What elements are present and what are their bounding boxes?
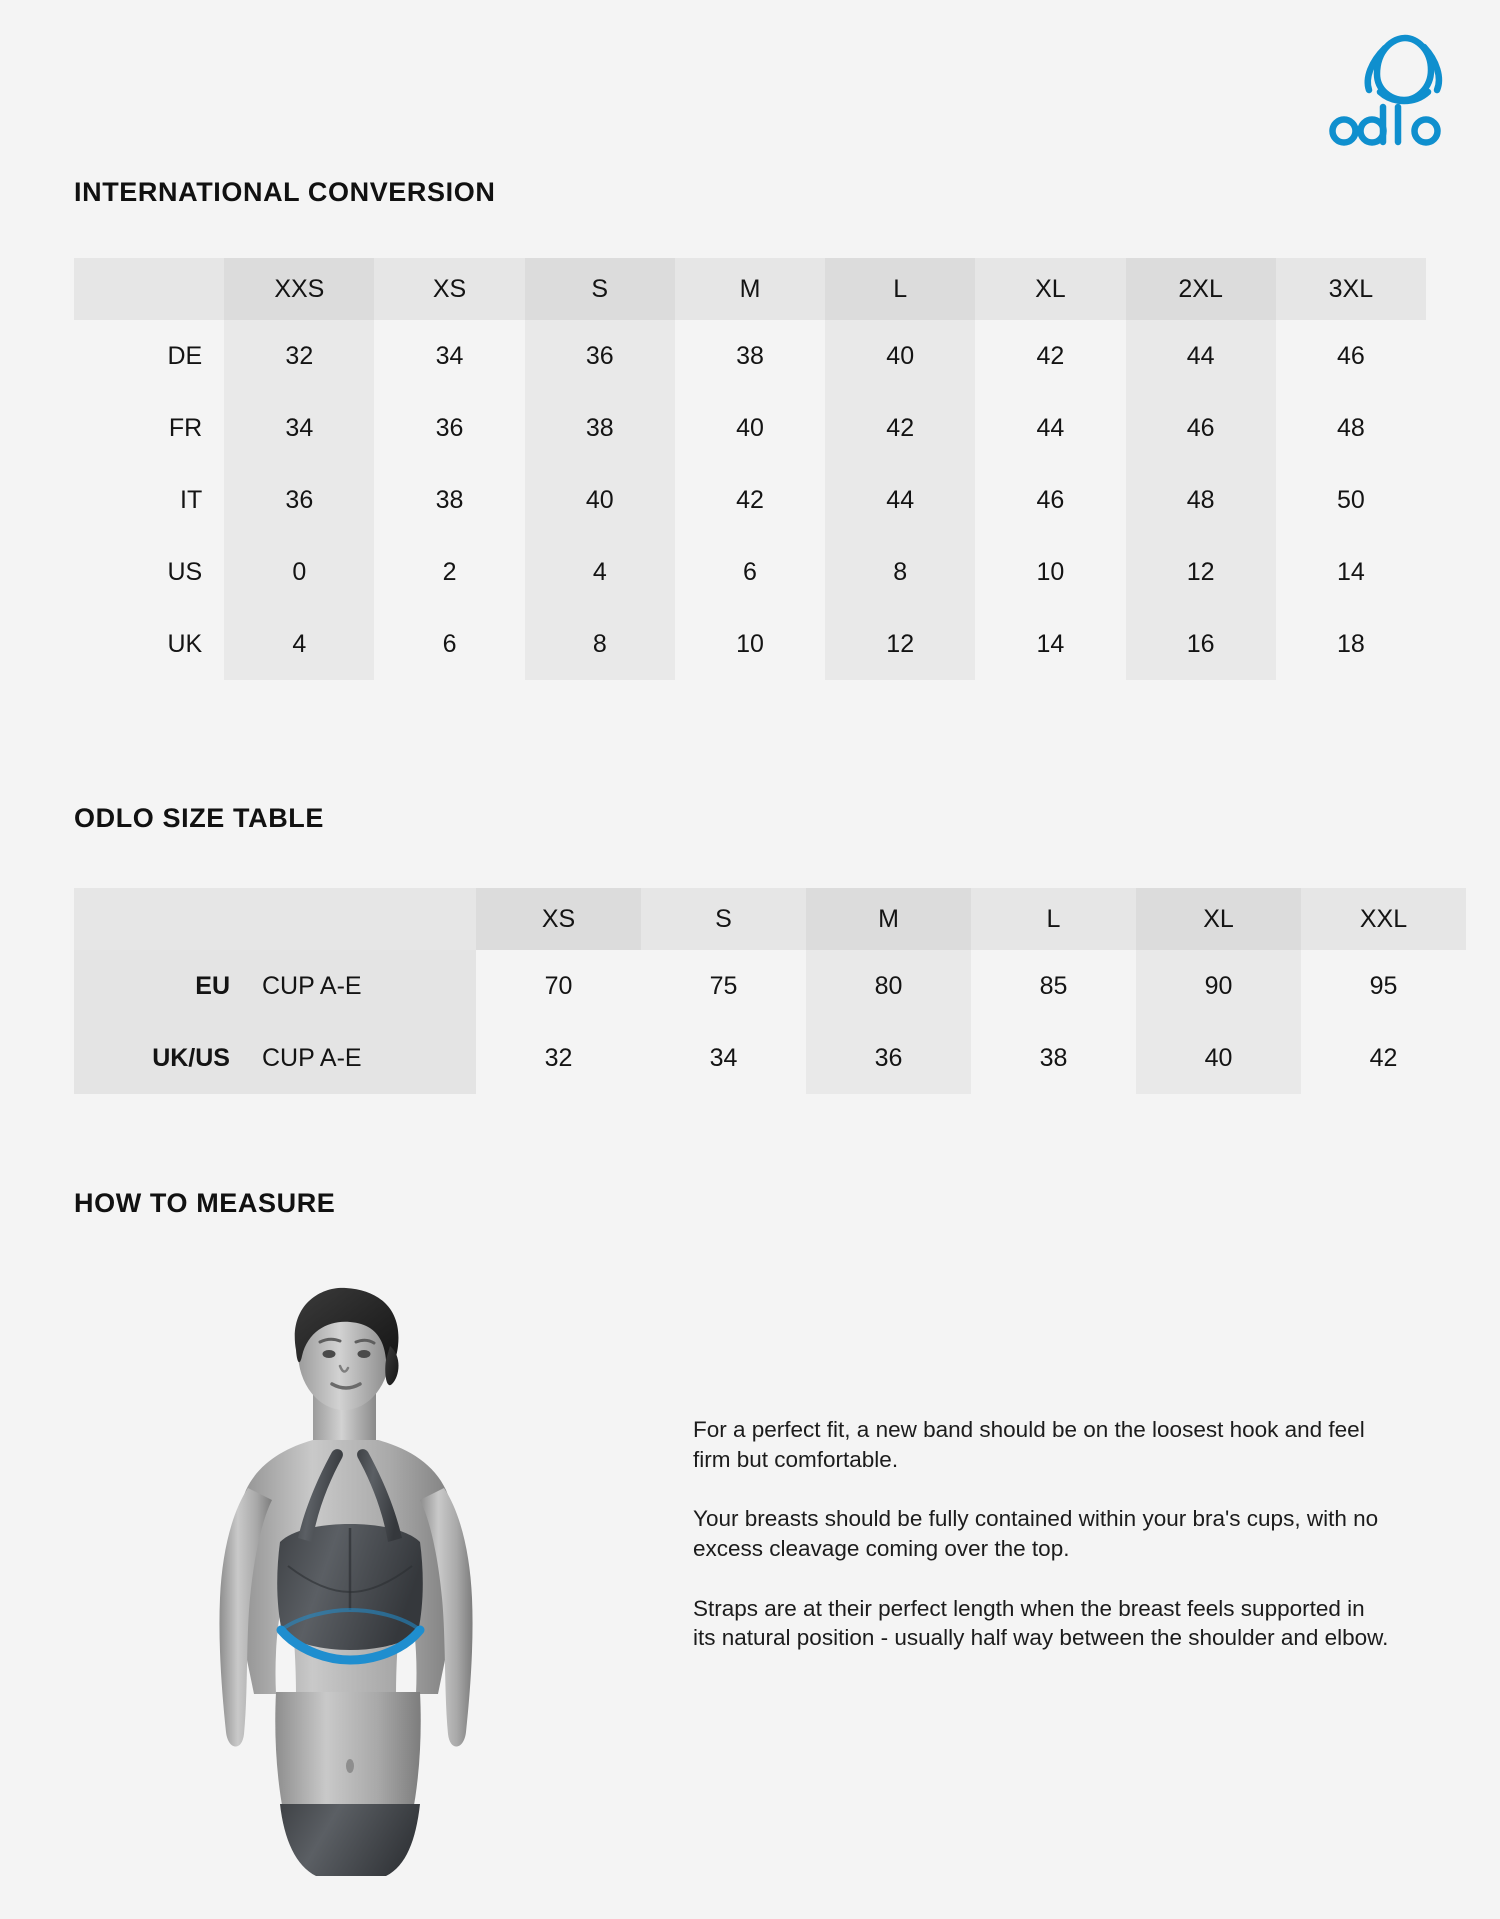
table-header-row [74,888,1466,950]
table-row [74,536,1426,608]
cell-de-m: 38 [736,341,764,370]
cell-ukus-m: 36 [806,1022,971,1094]
table-row [74,950,1466,1022]
cell-us-s: 4 [525,536,675,608]
row-label-de: DE [167,341,203,370]
table-row [74,1022,1466,1094]
cell-de-s: 36 [525,320,675,392]
row-cup-eu: CUP A-E [244,950,476,1022]
cell-ukus-xl: 40 [1136,1022,1301,1094]
cell-it-3xl: 50 [1336,485,1365,514]
cell-ukus-xxl: 42 [1369,1043,1398,1072]
cell-eu-l: 85 [1039,971,1068,1000]
odlo-size-table [74,888,1466,1094]
corner-cell [74,258,224,320]
cell-uk-3xl: 18 [1336,629,1365,658]
column-header-s: S [525,258,675,320]
cell-eu-xxl: 95 [1369,971,1398,1000]
cell-uk-l: 12 [825,608,975,680]
column-header-xl: XL [975,258,1125,320]
row-label-uk: UK [167,629,203,658]
cell-us-2xl: 12 [1126,536,1276,608]
cell-eu-xs: 70 [544,971,573,1000]
cell-it-xl: 46 [1036,485,1065,514]
section-heading-odlo-size-table: ODLO SIZE TABLE [74,803,324,833]
cell-fr-xl: 44 [1036,413,1065,442]
table-header-row [74,258,1426,320]
cell-de-xs: 34 [435,341,464,370]
cell-ukus-xs: 32 [544,1043,573,1072]
column-header-xs: XS [374,258,524,320]
corner-cell-region [74,888,244,950]
cell-uk-2xl: 16 [1126,608,1276,680]
cell-us-xxs: 0 [224,536,374,608]
cell-de-xl: 42 [1036,341,1065,370]
row-label-us: US [167,557,203,586]
cell-fr-s: 38 [525,392,675,464]
cell-de-l: 40 [825,320,975,392]
cell-fr-xs: 36 [435,413,464,442]
cell-de-xxs: 32 [224,320,374,392]
cell-eu-s: 75 [709,971,738,1000]
column-header-l: L [971,888,1136,950]
cell-fr-2xl: 46 [1126,392,1276,464]
column-header-xl: XL [1136,888,1301,950]
cell-us-l: 8 [825,536,975,608]
column-header-m: M [675,258,825,320]
table-row [74,392,1426,464]
cell-ukus-l: 38 [1039,1043,1068,1072]
corner-cell-cup [244,888,476,950]
cell-it-l: 44 [825,464,975,536]
measure-paragraph-2: Your breasts should be fully contained within your bra's cups, with no excess cleavage coming over the top. [693,1506,1379,1562]
measure-paragraph-1: For a perfect fit, a new band should be on the loosest hook and feel firm but comfortable. [693,1417,1365,1472]
cell-us-3xl: 14 [1336,557,1365,586]
cell-eu-m: 80 [806,950,971,1022]
cell-de-3xl: 46 [1336,341,1365,370]
cell-fr-m: 40 [736,413,764,442]
column-header-s: S [641,888,806,950]
section-heading-how-to-measure: HOW TO MEASURE [74,1188,336,1218]
measure-instructions [693,1415,1393,1653]
table-row [74,464,1426,536]
measure-paragraph-3: Straps are at their perfect length when the breast feels supported in its natural position - usually half way between the shoulder and elbow. [693,1595,1389,1651]
cell-fr-xxs: 34 [224,392,374,464]
cell-ukus-s: 34 [709,1043,738,1072]
cell-it-xs: 38 [435,485,464,514]
cell-uk-xl: 14 [1036,629,1065,658]
cell-uk-xs: 6 [442,629,457,658]
cell-us-xs: 2 [442,557,457,586]
cell-fr-l: 42 [825,392,975,464]
cell-eu-xl: 90 [1136,950,1301,1022]
row-label-it: IT [180,485,203,514]
table-row [74,608,1426,680]
column-header-m: M [806,888,971,950]
row-cup-ukus: CUP A-E [244,1022,476,1094]
cell-it-s: 40 [525,464,675,536]
column-header-3xl: 3XL [1276,258,1426,320]
section-heading-international-conversion: INTERNATIONAL CONVERSION [74,177,496,207]
cell-de-2xl: 44 [1126,320,1276,392]
cell-it-xxs: 36 [224,464,374,536]
column-header-xs: XS [476,888,641,950]
international-conversion-table [74,258,1426,680]
cell-us-xl: 10 [1036,557,1065,586]
cell-uk-s: 8 [525,608,675,680]
cell-it-2xl: 48 [1126,464,1276,536]
cell-us-m: 6 [743,557,757,586]
row-label-eu: EU [74,950,244,1022]
cell-uk-xxs: 4 [224,608,374,680]
cell-it-m: 42 [736,485,764,514]
cell-uk-m: 10 [736,629,764,658]
table-row [74,320,1426,392]
column-header-l: L [825,258,975,320]
cell-fr-3xl: 48 [1336,413,1365,442]
column-header-xxl: XXL [1301,888,1466,950]
row-label-fr: FR [168,413,203,442]
column-header-xxs: XXS [224,258,374,320]
odlo-logo [1325,30,1460,150]
column-header-2xl: 2XL [1126,258,1276,320]
row-label-ukus: UK/US [74,1022,244,1094]
measure-illustration [180,1280,510,1880]
